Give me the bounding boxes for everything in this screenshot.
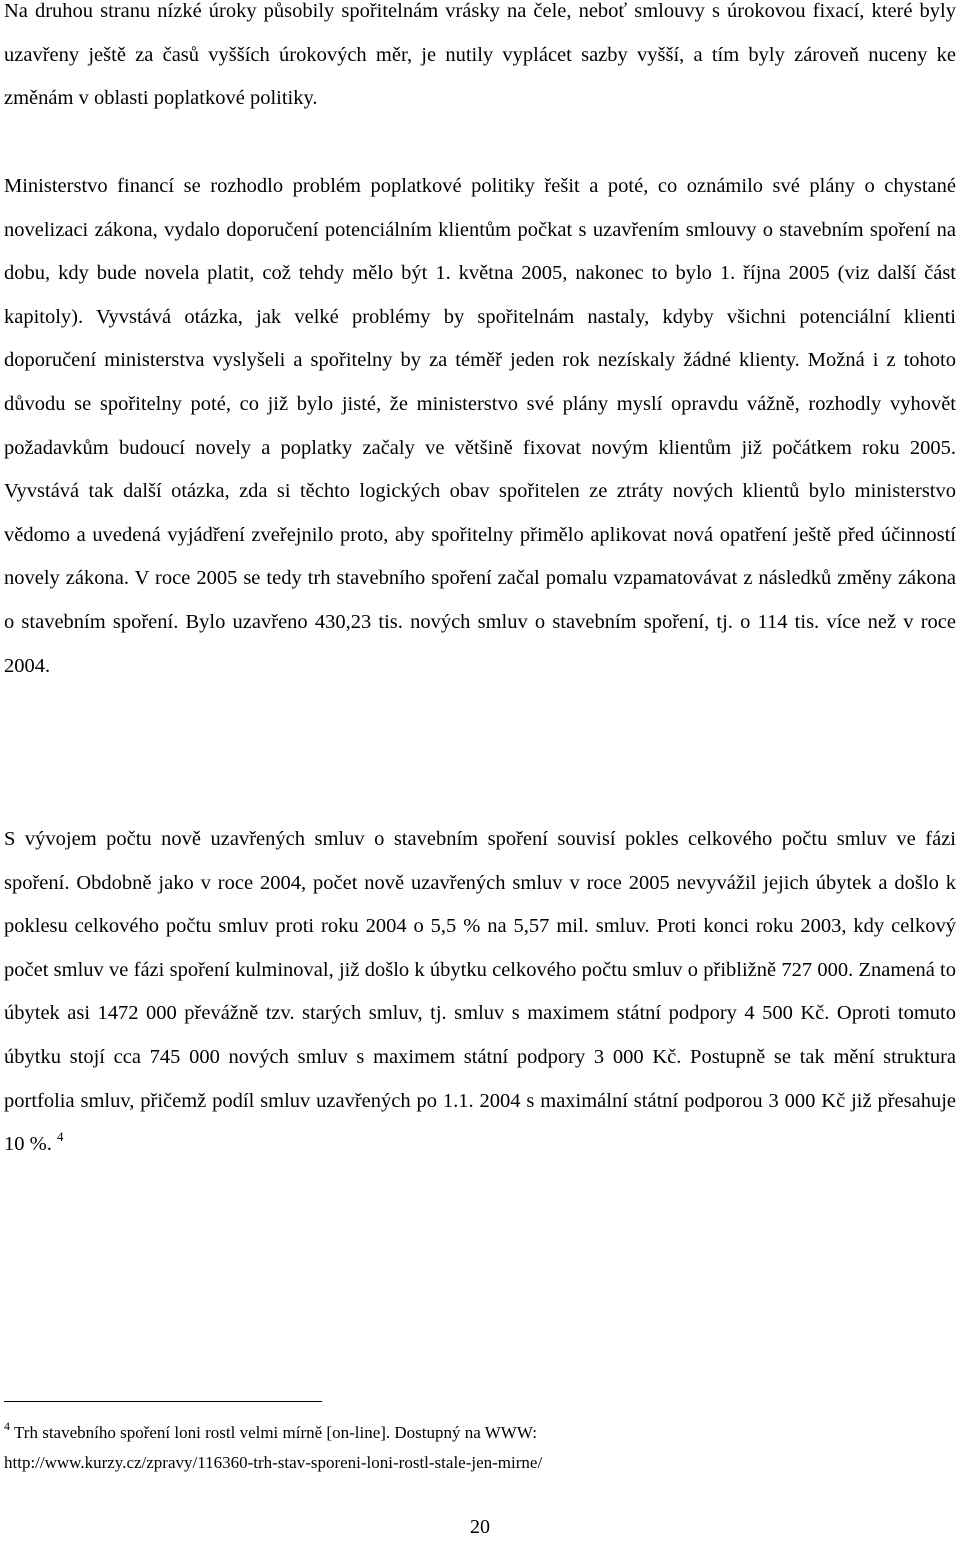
paragraph-3-text: S vývojem počtu nově uzavřených smluv o stavebním spoření souvisí pokles celkového počtu smluv ve fázi spoření. Obdobně jako v roce 2004, počet nově uzavřených smluv v roce 2005 nevyvážil jejich úbytek a došlo k poklesu celkového počtu smluv proti roku 2004 o 5,5 % na 5,57 mil. smluv. Proti konci roku 2003, kdy celkový počet smluv ve fázi spoření kulminoval, již došlo k úbytku celkového počtu smluv o přibližně 727 000. Znamená to úbytek asi 1472 000 převážně tzv. starých smluv, tj. smluv s maximem státní podpory 4 500 Kč. Oproti tomuto úbytku stojí cca 745 000 nových smluv s maximem státní podpory 3 000 Kč. Postupně se tak mění struktura portfolia smluv, přičemž podíl smluv uzavřených po 1.1. 2004 s maximální státní podporou 3 000 Kč již přesahuje 10 %. xyxy=(4,828,956,1156)
footnote xyxy=(4,1418,956,1478)
paragraph-3 xyxy=(4,818,956,1167)
footnote-url[interactable]: http://www.kurzy.cz/zpravy/116360-trh-stav-sporeni-loni-rostl-stale-jen-mirne/ xyxy=(4,1453,543,1472)
page-number: 20 xyxy=(470,1516,490,1538)
paragraph-2: Ministerstvo financí se rozhodlo problém poplatkové politiky řešit a poté, co oznámilo své plány o chystané novelizaci zákona, vydalo doporučení potenciálním klientům počkat s uzavřením smlouvy o stavebním spoření na dobu, kdy bude novela platit, což tehdy mělo být 1. května 2005, nakonec to bylo 1. října 2005 (viz další část kapitoly). Vyvstává otázka, jak velké problémy by spořitelnám nastaly, kdyby všichni potenciální klienti doporučení ministerstva vyslyšeli a spořitelny by za téměř jeden rok nezískaly žádné klienty. Možná i z tohoto důvodu se spořitelny poté, co již bylo jisté, že ministerstvo své plány myslí opravdu vážně, rozhodly vyhovět požadavkům budoucí novely a poplatky začaly ve většině fixovat novým klientům již počátkem roku 2005. Vyvstává tak další otázka, zda si těchto logických obav spořitelen ze ztráty nových klientů bylo ministerstvo vědomo a uvedená vyjádření zveřejnilo proto, aby spořitelny přimělo aplikovat nová opatření ještě před účinností novely zákona. V roce 2005 se tedy trh stavebního spoření začal pomalu vzpamatovávat z následků změny zákona o stavebním spoření. Bylo uzavřeno 430,23 tis. nových smluv o stavebním spoření, tj. o 114 tis. více než v roce 2004. xyxy=(4,175,956,677)
footnote-text: Trh stavebního spoření loni rostl velmi mírně [on-line]. Dostupný na WWW: xyxy=(14,1423,537,1442)
footnote-number: 4 xyxy=(4,1419,10,1433)
footnote-separator xyxy=(4,1401,322,1402)
footnote-reference[interactable]: 4 xyxy=(56,1129,64,1145)
paragraph-1: Na druhou stranu nízké úroky působily spořitelnám vrásky na čele, neboť smlouvy s úrokovou fixací, které byly uzavřeny ještě za časů vyšších úrokových měr, je nutily vyplácet sazby vyšší, a tím byly zároveň nuceny ke změnám v oblasti poplatkové politiky. xyxy=(4,0,956,110)
